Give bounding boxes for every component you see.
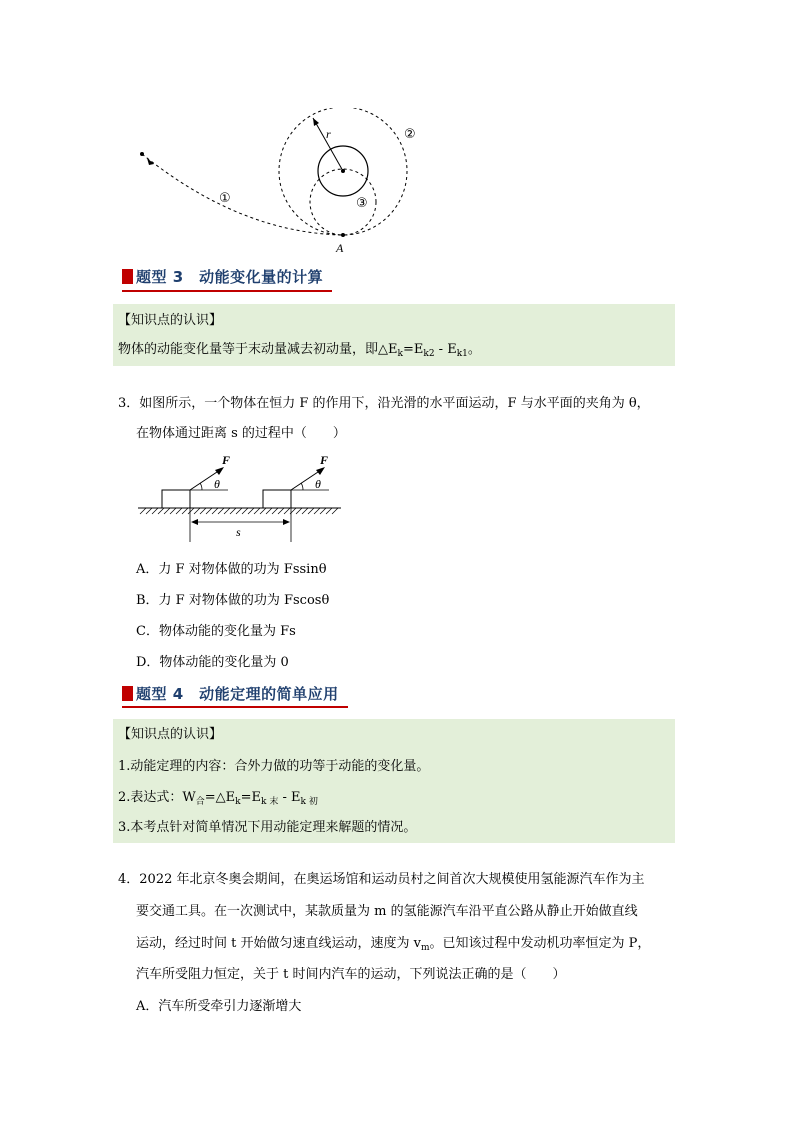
section-3-box-text: 物体的动能变化量等于末动量减去初动量，即$\triangle E_k=E_{k2} - E_{k1}$。 bbox=[118, 342, 481, 359]
transfer-trajectory bbox=[142, 154, 343, 235]
block-start bbox=[162, 490, 190, 508]
distance-arrow-right-icon bbox=[283, 519, 290, 525]
trajectory-arrow-icon bbox=[147, 158, 154, 165]
label-point-a: A bbox=[336, 241, 344, 255]
label-f-1: F bbox=[222, 453, 231, 467]
label-theta-1: θ bbox=[214, 477, 220, 491]
force-arrowhead-1-icon bbox=[215, 467, 224, 475]
radius-line bbox=[313, 118, 343, 171]
question-3-line-2: 在物体通过距离 s 的过程中（ ） bbox=[136, 426, 346, 441]
question-4-line-4: 汽车所受阻力恒定，关于 t 时间内汽车的运动，下列说法正确的是（ ） bbox=[136, 967, 566, 982]
question-3-option-b: B．力 F 对物体做的功为 Fscosθ bbox=[136, 593, 330, 608]
question-3-option-d: D．物体动能的变化量为 0 bbox=[136, 655, 289, 670]
block-end bbox=[263, 490, 291, 508]
question-4-option-a: A．汽车所受牵引力逐渐增大 bbox=[136, 999, 302, 1014]
section-3-underline bbox=[122, 290, 332, 292]
start-dot bbox=[140, 152, 144, 156]
point-a-dot bbox=[341, 233, 345, 237]
section-3-marker bbox=[122, 269, 133, 284]
label-orbit-1: ① bbox=[219, 191, 231, 206]
question-3-line-1: 3．如图所示，一个物体在恒力 F 的作用下，沿光滑的水平面运动，F 与水平面的夹角为 θ， bbox=[118, 396, 650, 411]
distance-arrow-left-icon bbox=[191, 519, 198, 525]
question-4-line-1: 4．2022 年北京冬奥会期间，在奥运场馆和运动员村之间首次大规模使用氢能源汽车作为主 bbox=[118, 872, 645, 887]
section-3-title: 题型 3 动能变化量的计算 bbox=[122, 262, 323, 290]
question-4-line-3: 运动，经过时间 t 开始做匀速直线运动，速度为 $v_m$。已知该过程中发动机功率恒定为 P， bbox=[136, 936, 651, 953]
section-4-box-line-3: 3.本考点针对简单情况下用动能定理来解题的情况。 bbox=[118, 820, 417, 835]
label-orbit-2: ② bbox=[404, 127, 416, 142]
label-theta-2: θ bbox=[315, 477, 321, 491]
ground-hatching bbox=[140, 508, 338, 514]
angle-arc-1 bbox=[200, 483, 202, 490]
label-f-2: F bbox=[320, 453, 329, 467]
label-orbit-3: ③ bbox=[356, 196, 368, 211]
orbit-figure bbox=[130, 108, 420, 258]
section-4-underline bbox=[122, 706, 348, 708]
radius-arrow-icon bbox=[313, 118, 319, 126]
force-arrowhead-2-icon bbox=[316, 467, 325, 475]
label-s: s bbox=[236, 525, 241, 539]
section-3-box-heading: 【知识点的认识】 bbox=[118, 313, 223, 328]
section-4-marker bbox=[122, 686, 133, 701]
question-4-line-2: 要交通工具。在一次测试中，某款质量为 m 的氢能源汽车沿平直公路从静止开始做直线 bbox=[136, 904, 638, 919]
section-4-box-line-1: 1.动能定理的内容：合外力做的功等于动能的变化量。 bbox=[118, 759, 430, 774]
section-4-box-heading: 【知识点的认识】 bbox=[118, 727, 223, 742]
question-3-option-c: C．物体动能的变化量为 Fs bbox=[136, 624, 296, 639]
section-4-box-line-2: 2.表达式：$W_合=\triangle E_k=E_{k 末} - E_{k 初}$ bbox=[118, 790, 318, 807]
section-4-title: 题型 4 动能定理的简单应用 bbox=[122, 679, 339, 707]
angle-arc-2 bbox=[301, 483, 303, 490]
question-3-option-a: A．力 F 对物体做的功为 Fssinθ bbox=[136, 562, 327, 577]
force-figure bbox=[136, 450, 346, 545]
label-r: r bbox=[326, 127, 331, 141]
